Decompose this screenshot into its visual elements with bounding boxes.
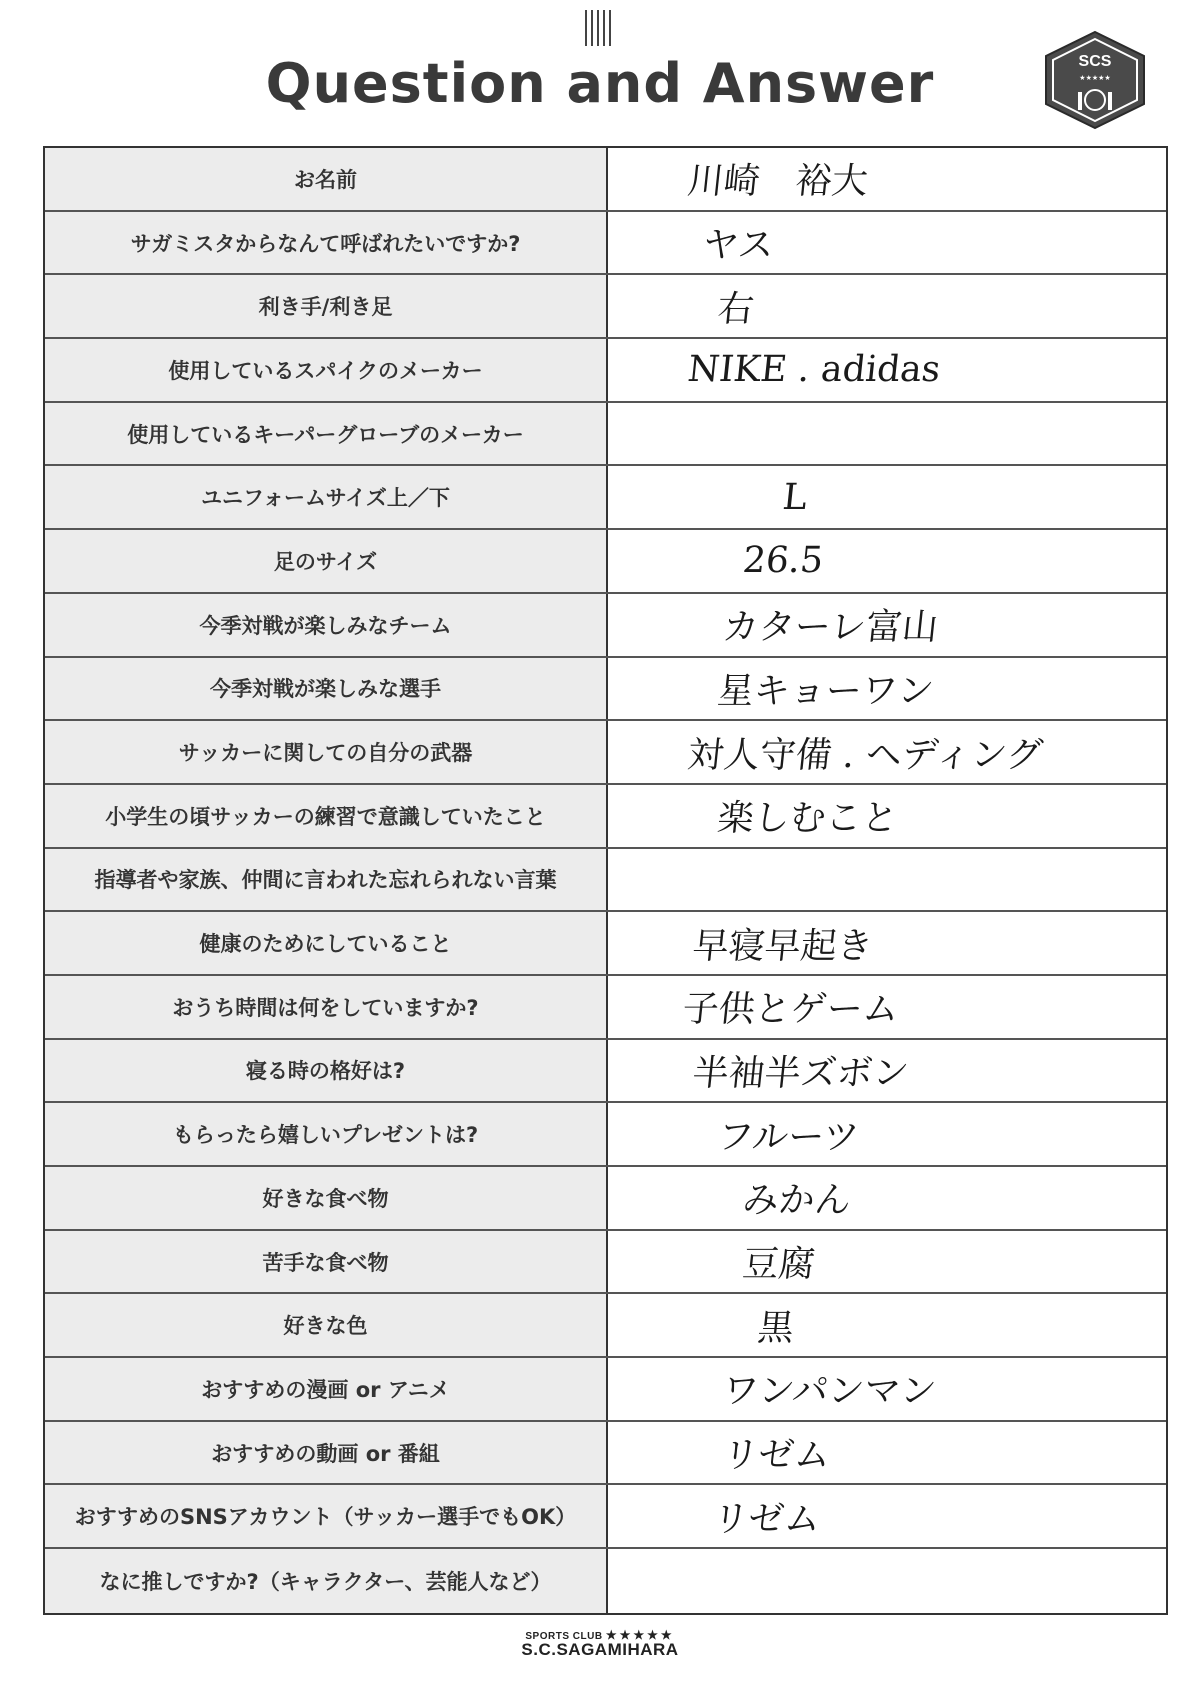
answer-cell bbox=[608, 1549, 1166, 1613]
answer-cell bbox=[608, 976, 1166, 1038]
question-label: 寝る時の格好は? bbox=[45, 1040, 608, 1102]
qa-row bbox=[45, 1294, 1166, 1358]
answer-cell bbox=[608, 912, 1166, 974]
qa-row bbox=[45, 976, 1166, 1040]
answer-cell bbox=[608, 212, 1166, 274]
question-label: 健康のためにしていること bbox=[45, 912, 608, 974]
question-label: 苦手な食べ物 bbox=[45, 1231, 608, 1293]
qa-row bbox=[45, 1422, 1166, 1486]
qa-row bbox=[45, 1167, 1166, 1231]
club-logo bbox=[1040, 30, 1150, 130]
answer-text: 右 bbox=[715, 288, 756, 330]
qa-row bbox=[45, 1040, 1166, 1104]
qa-row bbox=[45, 1549, 1166, 1613]
answer-cell bbox=[608, 1231, 1166, 1293]
qa-row bbox=[45, 912, 1166, 976]
answer-cell bbox=[608, 530, 1166, 592]
qa-row bbox=[45, 212, 1166, 276]
answer-cell bbox=[608, 466, 1166, 528]
answer-text: みかん bbox=[740, 1180, 853, 1222]
qa-row bbox=[45, 594, 1166, 658]
answer-text: 早寝早起き bbox=[690, 925, 875, 967]
answer-text: L bbox=[780, 476, 810, 518]
qa-row bbox=[45, 849, 1166, 913]
answer-text: 子供とゲーム bbox=[680, 989, 901, 1031]
footer-small-text: SPORTS CLUB ★★★★★ bbox=[525, 1628, 675, 1642]
question-label: 今季対戦が楽しみなチーム bbox=[45, 594, 608, 656]
answer-text: 川崎 裕大 bbox=[685, 161, 870, 203]
question-label: なに推しですか?（キャラクター、芸能人など） bbox=[45, 1549, 608, 1613]
answer-cell bbox=[608, 403, 1166, 465]
answer-text: 26.5 bbox=[740, 540, 826, 582]
qa-row bbox=[45, 1485, 1166, 1549]
answer-cell bbox=[608, 339, 1166, 401]
qa-row bbox=[45, 785, 1166, 849]
question-label: おうち時間は何をしていますか? bbox=[45, 976, 608, 1038]
footer-logo bbox=[0, 1628, 1200, 1660]
page-title: Question and Answer bbox=[265, 52, 935, 115]
footer-club-name: S.C.SAGAMIHARA bbox=[521, 1640, 679, 1659]
answer-text: ワンパンマン bbox=[720, 1371, 939, 1413]
answer-cell bbox=[608, 658, 1166, 720]
answer-cell bbox=[608, 1358, 1166, 1420]
question-label: 使用しているスパイクのメーカー bbox=[45, 339, 608, 401]
answer-cell bbox=[608, 1103, 1166, 1165]
answer-cell bbox=[608, 1422, 1166, 1484]
answer-cell bbox=[608, 594, 1166, 656]
qa-row bbox=[45, 530, 1166, 594]
question-label: 指導者や家族、仲間に言われた忘れられない言葉 bbox=[45, 849, 608, 911]
qa-row bbox=[45, 466, 1166, 530]
question-label: ユニフォームサイズ上／下 bbox=[45, 466, 608, 528]
answer-cell bbox=[608, 785, 1166, 847]
qa-row bbox=[45, 1103, 1166, 1167]
question-label: 足のサイズ bbox=[45, 530, 608, 592]
answer-text: 黒 bbox=[755, 1307, 796, 1349]
answer-text: フルーツ bbox=[715, 1116, 861, 1158]
answer-text: 星キョーワン bbox=[715, 670, 936, 712]
answer-text: カターレ富山 bbox=[720, 607, 941, 649]
answer-cell bbox=[608, 849, 1166, 911]
question-label: お名前 bbox=[45, 148, 608, 210]
qa-table bbox=[43, 146, 1168, 1615]
logo-text: SCS bbox=[1078, 53, 1112, 70]
question-label: サッカーに関しての自分の武器 bbox=[45, 721, 608, 783]
question-label: 利き手/利き足 bbox=[45, 275, 608, 337]
answer-text: リゼム bbox=[710, 1498, 823, 1540]
answer-cell bbox=[608, 148, 1166, 210]
question-label: 使用しているキーパーグローブのメーカー bbox=[45, 403, 608, 465]
qa-row bbox=[45, 275, 1166, 339]
question-label: おすすめの漫画 or アニメ bbox=[45, 1358, 608, 1420]
answer-text: 豆腐 bbox=[740, 1244, 817, 1286]
answer-text: 楽しむこと bbox=[715, 798, 900, 840]
qa-row bbox=[45, 339, 1166, 403]
question-label: おすすめの動画 or 番組 bbox=[45, 1422, 608, 1484]
answer-text: 半袖半ズボン bbox=[690, 1052, 911, 1094]
question-label: もらったら嬉しいプレゼントは? bbox=[45, 1103, 608, 1165]
qa-row bbox=[45, 1358, 1166, 1422]
qa-row bbox=[45, 403, 1166, 467]
answer-text: 対人守備 . ヘディング bbox=[685, 734, 1045, 776]
answer-cell bbox=[608, 1485, 1166, 1547]
question-label: 今季対戦が楽しみな選手 bbox=[45, 658, 608, 720]
qa-row bbox=[45, 1231, 1166, 1295]
answer-cell bbox=[608, 1040, 1166, 1102]
question-label: 好きな色 bbox=[45, 1294, 608, 1356]
answer-text: リゼム bbox=[720, 1435, 833, 1477]
answer-text: ヤス bbox=[700, 225, 777, 267]
answer-text: NIKE . adidas bbox=[685, 349, 943, 391]
answer-cell bbox=[608, 1294, 1166, 1356]
question-label: サガミスタからなんて呼ばれたいですか? bbox=[45, 212, 608, 274]
header-tick-marks bbox=[585, 10, 611, 46]
question-label: 小学生の頃サッカーの練習で意識していたこと bbox=[45, 785, 608, 847]
answer-cell bbox=[608, 1167, 1166, 1229]
svg-text:★★★★★: ★★★★★ bbox=[1079, 74, 1111, 82]
question-label: 好きな食べ物 bbox=[45, 1167, 608, 1229]
answer-cell bbox=[608, 721, 1166, 783]
qa-row bbox=[45, 721, 1166, 785]
qa-row bbox=[45, 148, 1166, 212]
question-label: おすすめのSNSアカウント（サッカー選手でもOK） bbox=[45, 1485, 608, 1547]
answer-cell bbox=[608, 275, 1166, 337]
qa-row bbox=[45, 658, 1166, 722]
